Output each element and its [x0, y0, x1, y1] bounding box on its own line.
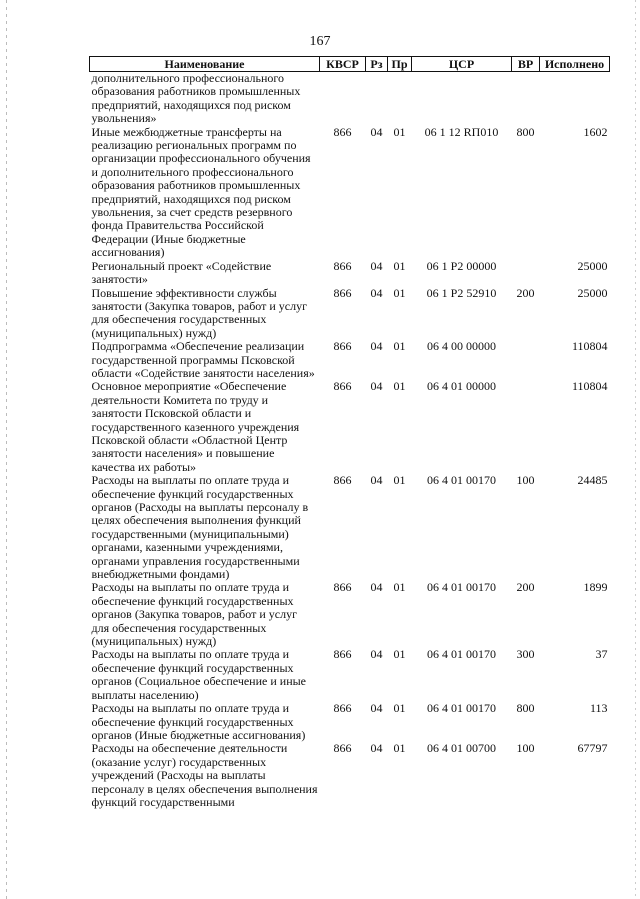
cell-name: Расходы на обеспечение деятельности (оказание услуг) государственных учреждений (Расходы на выплаты персоналу в целях обеспечения выполнения функций государственными [91, 741, 318, 809]
cell-name: Основное мероприятие «Обеспечение деятельности Комитета по труду и занятости Псковской области и государственного казенного учреждения Псковской области «Областной Центр занятости населения» и повышение качества их работы» [91, 379, 300, 474]
cell-name: Региональный проект «Содействие занятости» [91, 258, 272, 287]
cell-csr: 06 4 01 00170 [427, 647, 496, 662]
cell-vr: 800 [516, 701, 535, 716]
cell-done: 37 [595, 647, 608, 662]
table-row [90, 581, 610, 648]
cell-rz: 04 [370, 258, 383, 273]
table-header [90, 57, 610, 72]
cell-vr [512, 380, 540, 474]
cell-rz: 04 [370, 701, 383, 716]
cell-vr [512, 72, 540, 126]
table-row [90, 340, 610, 380]
table-row [90, 72, 610, 126]
cell-rz: 04 [370, 741, 383, 756]
cell-vr: 800 [516, 124, 535, 139]
cell-kvsr: 866 [333, 580, 352, 595]
cell-pr: 01 [393, 124, 406, 139]
cell-done: 1602 [583, 124, 608, 139]
cell-csr [412, 72, 512, 126]
table-body [90, 72, 610, 810]
cell-vr [512, 340, 540, 380]
header-done: Исполнено [540, 57, 610, 72]
cell-name: дополнительного профессионального образования работников промышленных предприятий, находящихся под риском увольнения» [91, 71, 301, 126]
page-number: 167 [309, 34, 331, 49]
cell-done: 110804 [571, 339, 608, 354]
header-csr: ЦСР [412, 57, 512, 72]
cell-kvsr: 866 [333, 647, 352, 662]
cell-done: 25000 [577, 285, 608, 300]
cell-done: 110804 [571, 379, 608, 394]
cell-done: 24485 [577, 473, 608, 488]
cell-name: Подпрограмма «Обеспечение реализации государственной программы Псковской области «Содействие занятости населения» [91, 339, 315, 380]
table-row [90, 742, 610, 809]
cell-name: Расходы на выплаты по оплате труда и обеспечение функций государственных органов (Социальное обеспечение и иные выплаты населению) [91, 647, 306, 702]
cell-pr: 01 [393, 741, 406, 756]
cell-rz [366, 72, 388, 126]
table-row [90, 260, 610, 287]
header-rz: Рз [366, 57, 388, 72]
cell-csr: 06 4 00 00000 [427, 339, 496, 354]
cell-done: 67797 [577, 741, 608, 756]
cell-pr: 01 [393, 580, 406, 595]
cell-done: 25000 [577, 258, 608, 273]
cell-csr: 06 4 01 00170 [427, 701, 496, 716]
cell-pr: 01 [393, 285, 406, 300]
cell-pr [388, 72, 412, 126]
cell-done [540, 72, 610, 126]
cell-vr: 200 [516, 285, 535, 300]
cell-rz: 04 [370, 124, 383, 139]
cell-csr: 06 4 01 00700 [427, 741, 496, 756]
header-vr: ВР [512, 57, 540, 72]
cell-csr: 06 1 12 RП010 [424, 124, 499, 139]
cell-rz: 04 [370, 580, 383, 595]
budget-table [89, 56, 610, 809]
table-row [90, 702, 610, 742]
cell-vr [512, 260, 540, 287]
cell-name: Повышение эффективности службы занятости (Закупка товаров, работ и услуг для обеспечения государственных (муниципальных) нужд) [91, 285, 308, 340]
cell-csr: 06 4 01 00000 [427, 379, 496, 394]
cell-kvsr: 866 [333, 339, 352, 354]
cell-rz: 04 [370, 647, 383, 662]
cell-kvsr: 866 [333, 124, 352, 139]
cell-rz: 04 [370, 339, 383, 354]
cell-pr: 01 [393, 379, 406, 394]
table-row [90, 648, 610, 702]
cell-pr: 01 [393, 473, 406, 488]
cell-kvsr: 866 [333, 285, 352, 300]
cell-name: Расходы на выплаты по оплате труда и обеспечение функций государственных органов (Иные бюджетные ассигнования) [91, 701, 306, 742]
cell-csr: 06 4 01 00170 [427, 473, 496, 488]
cell-pr: 01 [393, 701, 406, 716]
cell-rz: 04 [370, 379, 383, 394]
cell-rz: 04 [370, 285, 383, 300]
cell-csr: 06 1 P2 52910 [426, 285, 497, 300]
cell-done: 1899 [583, 580, 608, 595]
cell-name: Иные межбюджетные трансферты на реализацию региональных программ по организации профессионального обучения и дополнительного профессионального образования работников промышленных предприятий, находящихся под риском увольнения, за счет средств резервного фонда Правительства Российской Федерации (Иные бюджетные ассигнования) [91, 124, 311, 260]
cell-pr: 01 [393, 647, 406, 662]
scan-edge-left [6, 0, 7, 899]
cell-vr: 200 [516, 580, 535, 595]
cell-kvsr: 866 [333, 701, 352, 716]
cell-kvsr [320, 72, 366, 126]
table-row [90, 380, 610, 474]
table-row [90, 126, 610, 260]
cell-pr: 01 [393, 258, 406, 273]
cell-name: Расходы на выплаты по оплате труда и обеспечение функций государственных органов (Закупка товаров, работ и услуг для обеспечения государственных (муниципальных) нужд) [91, 580, 297, 649]
cell-name: Расходы на выплаты по оплате труда и обеспечение функций государственных органов (Расходы на выплаты персоналу в целях обеспечения выполнения функций государственными (муниципальными) органами, казенными учреждениями, органами управления государственными внебюджетными фондами) [91, 473, 309, 582]
table-row [90, 474, 610, 581]
cell-kvsr: 866 [333, 473, 352, 488]
scan-edge-right [635, 0, 636, 899]
cell-kvsr: 866 [333, 258, 352, 273]
cell-pr: 01 [393, 339, 406, 354]
table-row [90, 287, 610, 341]
header-kvsr: КВСР [320, 57, 366, 72]
cell-vr: 300 [516, 647, 535, 662]
cell-vr: 100 [516, 473, 535, 488]
cell-rz: 04 [370, 473, 383, 488]
cell-vr: 100 [516, 741, 535, 756]
header-name: Наименование [90, 57, 320, 72]
cell-csr: 06 4 01 00170 [427, 580, 496, 595]
cell-kvsr: 866 [333, 741, 352, 756]
cell-csr: 06 1 P2 00000 [426, 258, 497, 273]
cell-done: 113 [589, 701, 608, 716]
header-pr: Пр [388, 57, 412, 72]
cell-kvsr: 866 [333, 379, 352, 394]
